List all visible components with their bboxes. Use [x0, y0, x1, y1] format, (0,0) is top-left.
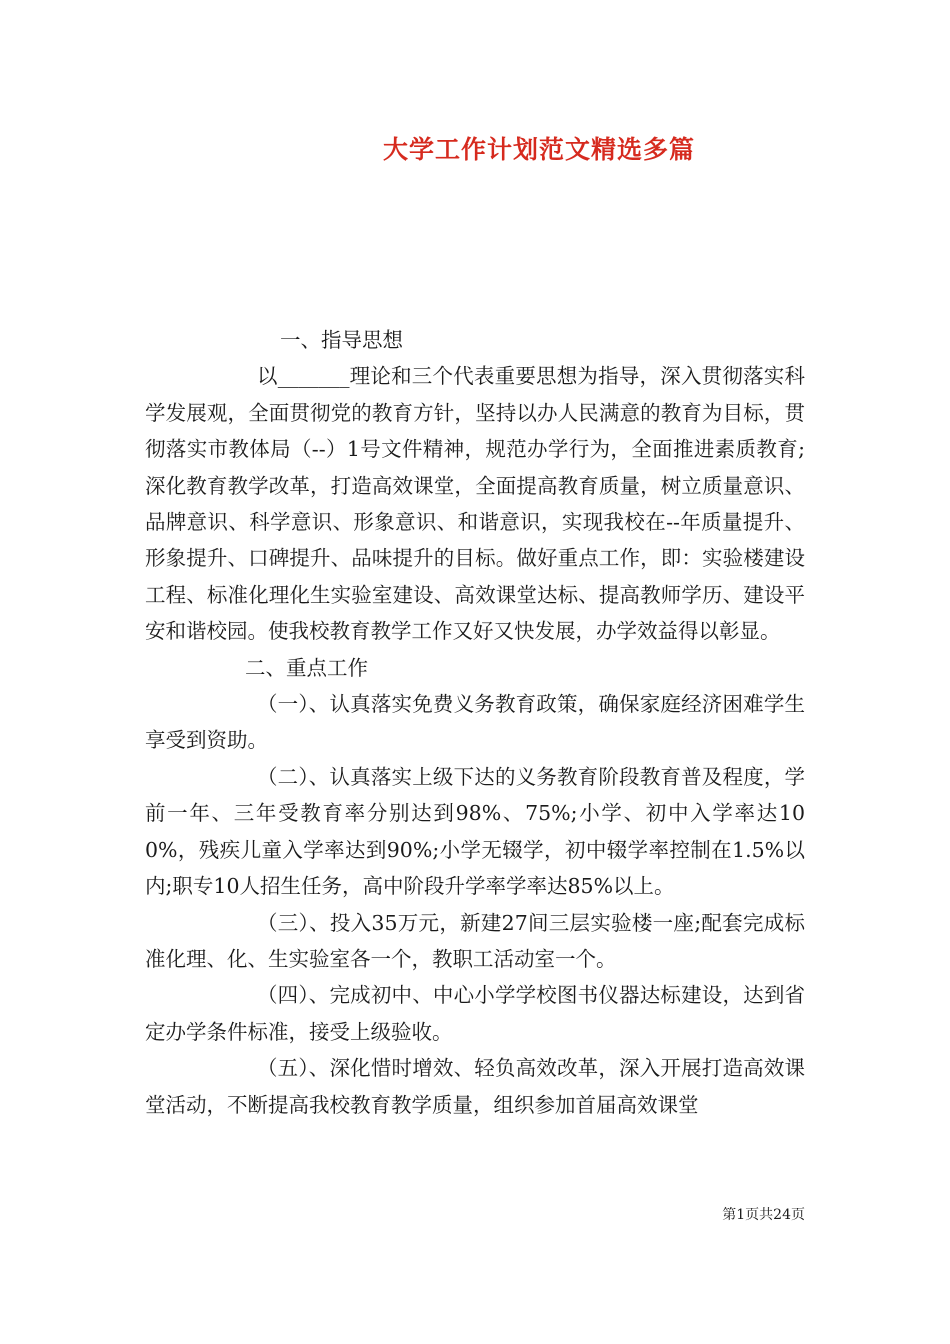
paragraph-key-work-1: （一）、认真落实免费义务教育政策，确保家庭经济困难学生享受到资助。 [145, 692, 805, 753]
page-title: 大学工作计划范文精选多篇 [382, 135, 695, 164]
paragraph-key-work-2: （二）、认真落实上级下达的义务教育阶段教育普及程度，学前一年、三年受教育率分别达到98%、75%;小学、初中入学率达100%，残疾儿童入学率达到90%;小学无辍学，初中辍学率控制在1.5%以内;职专10人招生任务，高中阶段升学率学率达85%以上。 [145, 764, 805, 899]
paragraph-key-work-4: （四）、完成初中、中心小学学校图书仪器达标建设，达到省定办学条件标准，接受上级验收。 [145, 983, 805, 1044]
section-heading-guiding-ideology: 一、指导思想 [280, 328, 403, 352]
section-heading-key-work: 二、重点工作 [245, 655, 368, 680]
paragraph-key-work-3: （三）、投入35万元，新建27间三层实验楼一座;配套完成标准化理、化、生实验室各一个，教职工活动室一个。 [145, 910, 805, 971]
paragraph-guiding-ideology: 以_______理论和三个代表重要思想为指导，深入贯彻落实科学发展观，全面贯彻党的教育方针，坚持以办人民满意的教育为目标，贯彻落实市教体局（--）1号文件精神，规范办学行为，全面推进素质教育;深化教育教学改革，打造高效课堂，全面提高教育质量，树立质量意识、品牌意识、科学意识、形象意识、和谐意识，实现我校在--年质量提升、形象提升、口碑提升、品味提升的目标。做好重点工作，即：实验楼建设工程、标准化理化生实验室建设、高效课堂达标、提高教师学历、建设平安和谐校园。使我校教育教学工作又好又快发展，办学效益得以彰显。 [145, 364, 805, 644]
document-body [145, 322, 805, 1123]
page-number-footer: 第1页共24页 [722, 1207, 805, 1223]
paragraph-key-work-5: （五）、深化惜时增效、轻负高效改革，深入开展打造高效课堂活动，不断提高我校教育教学质量，组织参加首届高效课堂 [145, 1056, 805, 1117]
